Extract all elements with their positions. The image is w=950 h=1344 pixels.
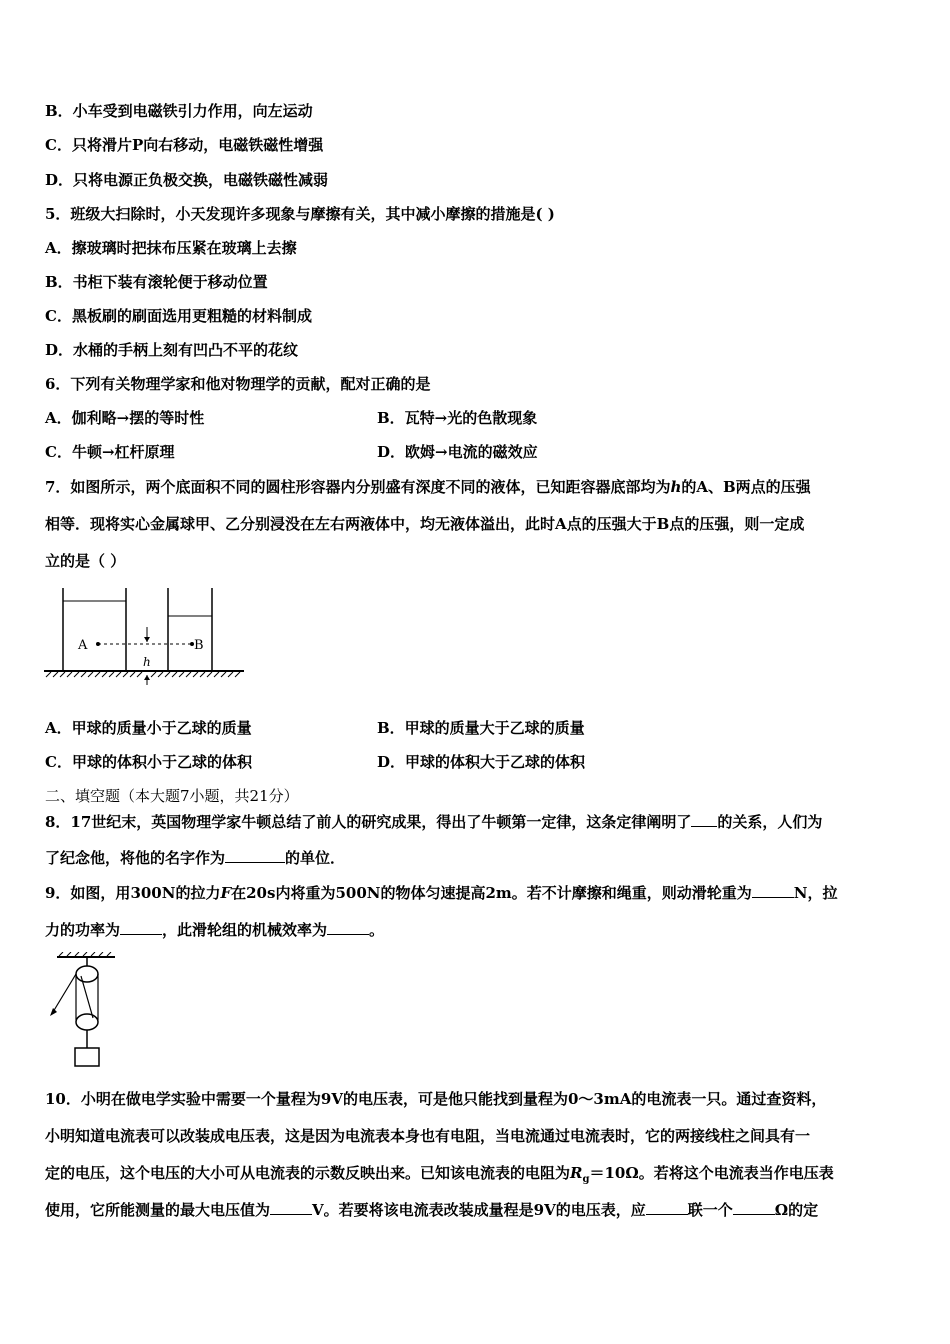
q10-line4-text-a: 使用，它所能测量的最大电压值为 xyxy=(45,1201,271,1219)
q7-h-symbol: h xyxy=(670,478,682,496)
q9-blank-2[interactable] xyxy=(120,920,162,935)
q9-line2-text-c: 。 xyxy=(369,921,385,939)
q10-line4-text-c: 联一个 xyxy=(687,1201,733,1219)
q8-blank-1[interactable] xyxy=(691,812,717,827)
q10-blank-2[interactable] xyxy=(646,1200,688,1215)
q9-blank-1[interactable] xyxy=(752,883,794,898)
q10-line4-text-b: V。若要将该电流表改装成量程是9V的电压表，应 xyxy=(312,1201,646,1219)
q8-line2-text-a: 了纪念他，将他的名字作为 xyxy=(45,849,226,867)
q10-line4-text-d: Ω的定 xyxy=(774,1201,819,1219)
q7-container-figure xyxy=(40,585,250,690)
q4-option-b: B．小车受到电磁铁引力作用，向左运动 xyxy=(45,102,313,120)
q5-option-b: B．书柜下装有滚轮便于移动位置 xyxy=(45,273,268,291)
q5-option-c: C．黑板刷的刷面选用更粗糙的材料制成 xyxy=(45,307,312,325)
q4-option-c: C．只将滑片P向右移动，电磁铁磁性增强 xyxy=(45,136,324,154)
q10-line3-text-b: ＝10Ω。若将这个电流表当作电压表 xyxy=(589,1164,834,1182)
q6-option-c: C．牛顿→杠杆原理 xyxy=(45,443,175,461)
q8-blank-2[interactable] xyxy=(225,848,285,863)
label-h: h xyxy=(143,655,151,669)
q7-option-d: D．甲球的体积大于乙球的体积 xyxy=(377,753,586,771)
pull-arrow-head xyxy=(50,1008,57,1016)
q8-line1-text-a: 8．17世纪末，英国物理学家牛顿总结了前人的研究成果，得出了牛顿第一定律，这条定律阐明了 xyxy=(45,813,692,831)
point-a xyxy=(96,642,100,646)
q8-line2 xyxy=(45,848,345,868)
q10-line3 xyxy=(45,1163,834,1190)
q9-line1 xyxy=(45,883,838,903)
q9-line1-text-b: 在20s内将重为500N的物体匀速提高2m。若不计摩擦和绳重，则动滑轮重为 xyxy=(231,884,752,902)
load-block xyxy=(75,1048,99,1066)
q10-r-subscript: g xyxy=(582,1174,590,1185)
h-arrow-top-head xyxy=(144,637,150,642)
fixed-pulley xyxy=(76,966,98,982)
q7-option-b: B．甲球的质量大于乙球的质量 xyxy=(377,719,585,737)
q9-f-symbol: F xyxy=(220,884,232,902)
rope-pull xyxy=(53,974,76,1012)
q10-line1: 10．小明在做电学实验中需要一个量程为9V的电压表，可是他只能找到量程为0～3mA的电流表一只。通过查资料， xyxy=(45,1090,827,1108)
ceiling-hatching xyxy=(59,952,111,956)
q9-line1-text-a: 9．如图，用300N的拉力 xyxy=(45,884,221,902)
q9-line2 xyxy=(45,920,384,940)
q7-option-c: C．甲球的体积小于乙球的体积 xyxy=(45,753,252,771)
q6-option-a: A．伽利略→摆的等时性 xyxy=(45,409,205,427)
section-2-heading: 二、填空题（本大题7小题，共21分） xyxy=(45,787,299,805)
ground-hatching xyxy=(46,672,240,677)
q10-line3-text-a: 定的电压，这个电压的大小可从电流表的示数反映出来。已知该电流表的电阻为 xyxy=(45,1164,571,1182)
q6-option-b: B．瓦特→光的色散现象 xyxy=(377,409,538,427)
q8-line1-text-b: 的关系，人们为 xyxy=(717,813,823,831)
q4-option-d: D．只将电源正负极交换，电磁铁磁性减弱 xyxy=(45,171,329,189)
q8-line1 xyxy=(45,812,822,832)
q5-option-d: D．水桶的手柄上刻有凹凸不平的花纹 xyxy=(45,341,299,359)
q9-pulley-figure xyxy=(45,952,125,1070)
q7-line1-text-a: 7．如图所示，两个底面积不同的圆柱形容器内分别盛有深度不同的液体，已知距容器底部均为 xyxy=(45,478,671,496)
q7-line1 xyxy=(45,477,811,497)
q9-line2-text-b: ，此滑轮组的机械效率为 xyxy=(162,921,328,939)
q9-blank-3[interactable] xyxy=(327,920,369,935)
q10-line4 xyxy=(45,1200,818,1220)
q9-line1-text-c: N，拉 xyxy=(793,884,838,902)
q7-line1-text-b: 的A、B两点的压强 xyxy=(681,478,811,496)
q9-line2-text-a: 力的功率为 xyxy=(45,921,121,939)
label-b: B xyxy=(194,638,204,653)
q10-r-symbol: R xyxy=(570,1164,583,1182)
q8-line2-text-b: 的单位． xyxy=(285,849,346,867)
h-arrow-bottom-head xyxy=(144,675,150,680)
q10-blank-3[interactable] xyxy=(733,1200,775,1215)
q6-option-d: D．欧姆→电流的磁效应 xyxy=(377,443,538,461)
q5-option-a: A．擦玻璃时把抹布压紧在玻璃上去擦 xyxy=(45,239,297,257)
q10-line2: 小明知道电流表可以改装成电压表，这是因为电流表本身也有电阻，当电流通过电流表时，它的两接线柱之间具有一 xyxy=(45,1127,811,1145)
q6-stem: 6．下列有关物理学家和他对物理学的贡献，配对正确的是 xyxy=(45,375,431,393)
q10-blank-1[interactable] xyxy=(270,1200,312,1215)
movable-pulley xyxy=(76,1014,98,1030)
q5-stem: 5．班级大扫除时，小天发现许多现象与摩擦有关，其中减小摩擦的措施是( ) xyxy=(45,205,555,223)
q7-line2: 相等．现将实心金属球甲、乙分别浸没在左右两液体中，均无液体溢出，此时A点的压强大于B点的压强，则一定成 xyxy=(45,515,805,533)
q7-option-a: A．甲球的质量小于乙球的质量 xyxy=(45,719,252,737)
q7-line3: 立的是（ ） xyxy=(45,552,126,570)
label-a: A xyxy=(78,638,88,653)
